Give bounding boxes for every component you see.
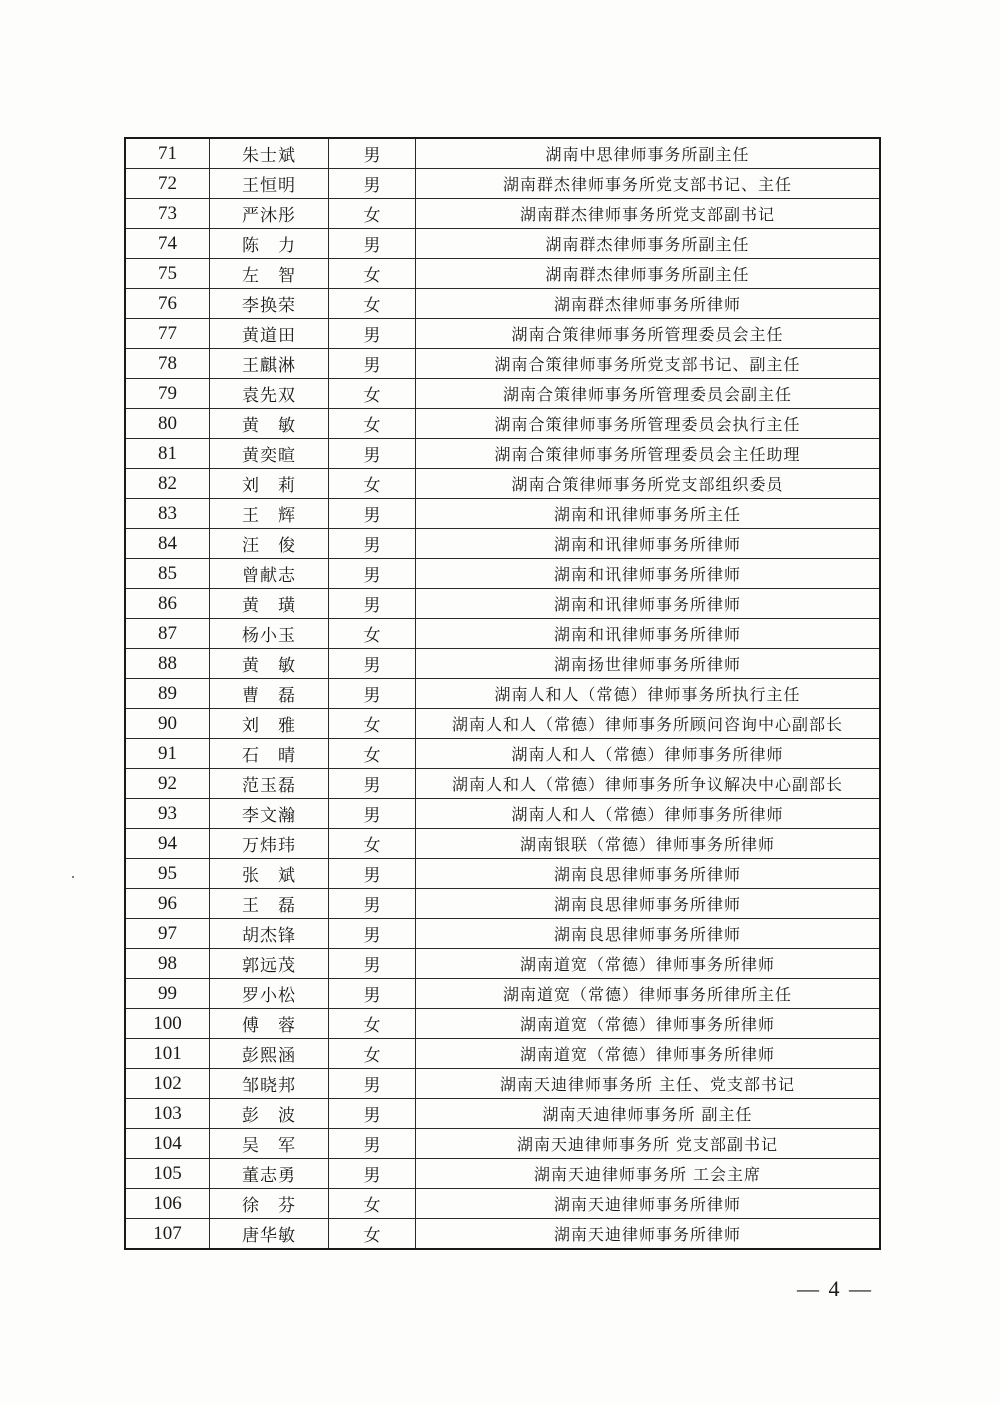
gender-cell: 男 (329, 229, 416, 259)
gender-cell: 女 (329, 199, 416, 229)
gender-cell: 男 (329, 1129, 416, 1159)
row-number-cell: 89 (125, 679, 210, 709)
table-row (125, 379, 880, 409)
gender-cell: 男 (329, 889, 416, 919)
name-cell: 石 晴 (210, 739, 329, 769)
row-number-cell: 97 (125, 919, 210, 949)
table-row (125, 199, 880, 229)
unit-position-cell: 湖南道宽（常德）律师事务所律所主任 (416, 979, 881, 1009)
name-cell: 黄 敏 (210, 649, 329, 679)
table-row (125, 349, 880, 379)
gender-cell: 女 (329, 829, 416, 859)
name-cell: 邹晓邦 (210, 1069, 329, 1099)
name-cell: 唐华敏 (210, 1219, 329, 1250)
name-cell: 董志勇 (210, 1159, 329, 1189)
name-cell: 黄 敏 (210, 409, 329, 439)
table-row (125, 799, 880, 829)
table-row (125, 859, 880, 889)
gender-cell: 男 (329, 319, 416, 349)
table-row (125, 769, 880, 799)
gender-cell: 男 (329, 799, 416, 829)
row-number-cell: 85 (125, 559, 210, 589)
unit-position-cell: 湖南道宽（常德）律师事务所律师 (416, 1009, 881, 1039)
unit-position-cell: 湖南群杰律师事务所党支部书记、主任 (416, 169, 881, 199)
gender-cell: 男 (329, 949, 416, 979)
row-number-cell: 84 (125, 529, 210, 559)
name-cell: 陈 力 (210, 229, 329, 259)
unit-position-cell: 湖南良思律师事务所律师 (416, 889, 881, 919)
unit-position-cell: 湖南道宽（常德）律师事务所律师 (416, 949, 881, 979)
table-row (125, 1009, 880, 1039)
gender-cell: 女 (329, 1039, 416, 1069)
row-number-cell: 81 (125, 439, 210, 469)
roster-table (124, 137, 881, 1250)
gender-cell: 女 (329, 709, 416, 739)
gender-cell: 女 (329, 1189, 416, 1219)
table-row (125, 169, 880, 199)
row-number-cell: 77 (125, 319, 210, 349)
row-number-cell: 88 (125, 649, 210, 679)
row-number-cell: 78 (125, 349, 210, 379)
gender-cell: 女 (329, 409, 416, 439)
unit-position-cell: 湖南天迪律师事务所 党支部副书记 (416, 1129, 881, 1159)
row-number-cell: 95 (125, 859, 210, 889)
row-number-cell: 98 (125, 949, 210, 979)
table-row (125, 1189, 880, 1219)
roster-table-body (125, 138, 880, 1249)
row-number-cell: 102 (125, 1069, 210, 1099)
name-cell: 刘 雅 (210, 709, 329, 739)
scan-speck (72, 876, 74, 878)
row-number-cell: 80 (125, 409, 210, 439)
row-number-cell: 96 (125, 889, 210, 919)
gender-cell: 女 (329, 1219, 416, 1250)
row-number-cell: 72 (125, 169, 210, 199)
unit-position-cell: 湖南合策律师事务所管理委员会副主任 (416, 379, 881, 409)
gender-cell: 男 (329, 979, 416, 1009)
row-number-cell: 94 (125, 829, 210, 859)
table-row (125, 439, 880, 469)
unit-position-cell: 湖南人和人（常德）律师事务所争议解决中心副部长 (416, 769, 881, 799)
row-number-cell: 76 (125, 289, 210, 319)
row-number-cell: 93 (125, 799, 210, 829)
row-number-cell: 99 (125, 979, 210, 1009)
name-cell: 曾献志 (210, 559, 329, 589)
name-cell: 杨小玉 (210, 619, 329, 649)
unit-position-cell: 湖南良思律师事务所律师 (416, 859, 881, 889)
name-cell: 王恒明 (210, 169, 329, 199)
gender-cell: 男 (329, 349, 416, 379)
table-row (125, 979, 880, 1009)
table-row (125, 889, 880, 919)
name-cell: 吴 军 (210, 1129, 329, 1159)
name-cell: 刘 莉 (210, 469, 329, 499)
gender-cell: 女 (329, 619, 416, 649)
name-cell: 黄道田 (210, 319, 329, 349)
table-row (125, 829, 880, 859)
unit-position-cell: 湖南中思律师事务所副主任 (416, 138, 881, 169)
name-cell: 曹 磊 (210, 679, 329, 709)
gender-cell: 男 (329, 649, 416, 679)
name-cell: 彭熙涵 (210, 1039, 329, 1069)
table-row (125, 409, 880, 439)
table-row (125, 319, 880, 349)
table-row (125, 589, 880, 619)
name-cell: 徐 芬 (210, 1189, 329, 1219)
unit-position-cell: 湖南人和人（常德）律师事务所律师 (416, 739, 881, 769)
gender-cell: 男 (329, 769, 416, 799)
table-row (125, 949, 880, 979)
gender-cell: 男 (329, 529, 416, 559)
row-number-cell: 107 (125, 1219, 210, 1250)
table-row (125, 469, 880, 499)
unit-position-cell: 湖南扬世律师事务所律师 (416, 649, 881, 679)
table-row (125, 289, 880, 319)
table-row (125, 679, 880, 709)
unit-position-cell: 湖南群杰律师事务所律师 (416, 289, 881, 319)
gender-cell: 女 (329, 379, 416, 409)
gender-cell: 女 (329, 259, 416, 289)
name-cell: 胡杰锋 (210, 919, 329, 949)
row-number-cell: 105 (125, 1159, 210, 1189)
gender-cell: 女 (329, 1009, 416, 1039)
row-number-cell: 82 (125, 469, 210, 499)
gender-cell: 男 (329, 589, 416, 619)
gender-cell: 男 (329, 499, 416, 529)
unit-position-cell: 湖南天迪律师事务所 主任、党支部书记 (416, 1069, 881, 1099)
unit-position-cell: 湖南和讯律师事务所律师 (416, 529, 881, 559)
gender-cell: 男 (329, 1159, 416, 1189)
gender-cell: 女 (329, 289, 416, 319)
name-cell: 李换荣 (210, 289, 329, 319)
table-row (125, 138, 880, 169)
gender-cell: 男 (329, 1069, 416, 1099)
row-number-cell: 71 (125, 138, 210, 169)
table-row (125, 499, 880, 529)
unit-position-cell: 湖南人和人（常德）律师事务所执行主任 (416, 679, 881, 709)
unit-position-cell: 湖南和讯律师事务所主任 (416, 499, 881, 529)
table-row (125, 1219, 880, 1250)
table-row (125, 1039, 880, 1069)
unit-position-cell: 湖南群杰律师事务所党支部副书记 (416, 199, 881, 229)
gender-cell: 男 (329, 1099, 416, 1129)
name-cell: 汪 俊 (210, 529, 329, 559)
unit-position-cell: 湖南合策律师事务所管理委员会主任助理 (416, 439, 881, 469)
name-cell: 王 磊 (210, 889, 329, 919)
name-cell: 袁先双 (210, 379, 329, 409)
unit-position-cell: 湖南道宽（常德）律师事务所律师 (416, 1039, 881, 1069)
unit-position-cell: 湖南合策律师事务所党支部组织委员 (416, 469, 881, 499)
row-number-cell: 86 (125, 589, 210, 619)
row-number-cell: 104 (125, 1129, 210, 1159)
row-number-cell: 75 (125, 259, 210, 289)
unit-position-cell: 湖南天迪律师事务所律师 (416, 1189, 881, 1219)
gender-cell: 女 (329, 469, 416, 499)
name-cell: 左 智 (210, 259, 329, 289)
name-cell: 范玉磊 (210, 769, 329, 799)
row-number-cell: 92 (125, 769, 210, 799)
gender-cell: 男 (329, 919, 416, 949)
table-row (125, 259, 880, 289)
name-cell: 张 斌 (210, 859, 329, 889)
gender-cell: 男 (329, 138, 416, 169)
gender-cell: 男 (329, 169, 416, 199)
name-cell: 傅 蓉 (210, 1009, 329, 1039)
unit-position-cell: 湖南天迪律师事务所 副主任 (416, 1099, 881, 1129)
name-cell: 万炜玮 (210, 829, 329, 859)
gender-cell: 男 (329, 559, 416, 589)
unit-position-cell: 湖南合策律师事务所管理委员会主任 (416, 319, 881, 349)
table-row (125, 649, 880, 679)
table-row (125, 529, 880, 559)
row-number-cell: 74 (125, 229, 210, 259)
table-row (125, 1159, 880, 1189)
row-number-cell: 100 (125, 1009, 210, 1039)
unit-position-cell: 湖南天迪律师事务所律师 (416, 1219, 881, 1250)
table-row (125, 229, 880, 259)
gender-cell: 男 (329, 439, 416, 469)
name-cell: 彭 波 (210, 1099, 329, 1129)
table-row (125, 619, 880, 649)
name-cell: 黄 璜 (210, 589, 329, 619)
gender-cell: 男 (329, 859, 416, 889)
row-number-cell: 83 (125, 499, 210, 529)
unit-position-cell: 湖南和讯律师事务所律师 (416, 619, 881, 649)
gender-cell: 女 (329, 739, 416, 769)
gender-cell: 男 (329, 679, 416, 709)
row-number-cell: 90 (125, 709, 210, 739)
unit-position-cell: 湖南群杰律师事务所副主任 (416, 229, 881, 259)
row-number-cell: 91 (125, 739, 210, 769)
unit-position-cell: 湖南良思律师事务所律师 (416, 919, 881, 949)
table-row (125, 1099, 880, 1129)
unit-position-cell: 湖南合策律师事务所管理委员会执行主任 (416, 409, 881, 439)
row-number-cell: 79 (125, 379, 210, 409)
name-cell: 朱士斌 (210, 138, 329, 169)
row-number-cell: 73 (125, 199, 210, 229)
name-cell: 王 辉 (210, 499, 329, 529)
unit-position-cell: 湖南人和人（常德）律师事务所顾问咨询中心副部长 (416, 709, 881, 739)
unit-position-cell: 湖南合策律师事务所党支部书记、副主任 (416, 349, 881, 379)
unit-position-cell: 湖南和讯律师事务所律师 (416, 559, 881, 589)
unit-position-cell: 湖南和讯律师事务所律师 (416, 589, 881, 619)
unit-position-cell: 湖南群杰律师事务所副主任 (416, 259, 881, 289)
page-number: — 4 — (797, 1276, 873, 1301)
table-row (125, 1129, 880, 1159)
row-number-cell: 103 (125, 1099, 210, 1129)
unit-position-cell: 湖南银联（常德）律师事务所律师 (416, 829, 881, 859)
table-row (125, 559, 880, 589)
name-cell: 郭远茂 (210, 949, 329, 979)
name-cell: 黄奕暄 (210, 439, 329, 469)
table-row (125, 919, 880, 949)
table-row (125, 709, 880, 739)
table-row (125, 1069, 880, 1099)
unit-position-cell: 湖南天迪律师事务所 工会主席 (416, 1159, 881, 1189)
row-number-cell: 106 (125, 1189, 210, 1219)
table-row (125, 739, 880, 769)
row-number-cell: 87 (125, 619, 210, 649)
name-cell: 王麒淋 (210, 349, 329, 379)
name-cell: 罗小松 (210, 979, 329, 1009)
name-cell: 李文瀚 (210, 799, 329, 829)
unit-position-cell: 湖南人和人（常德）律师事务所律师 (416, 799, 881, 829)
row-number-cell: 101 (125, 1039, 210, 1069)
name-cell: 严沐彤 (210, 199, 329, 229)
